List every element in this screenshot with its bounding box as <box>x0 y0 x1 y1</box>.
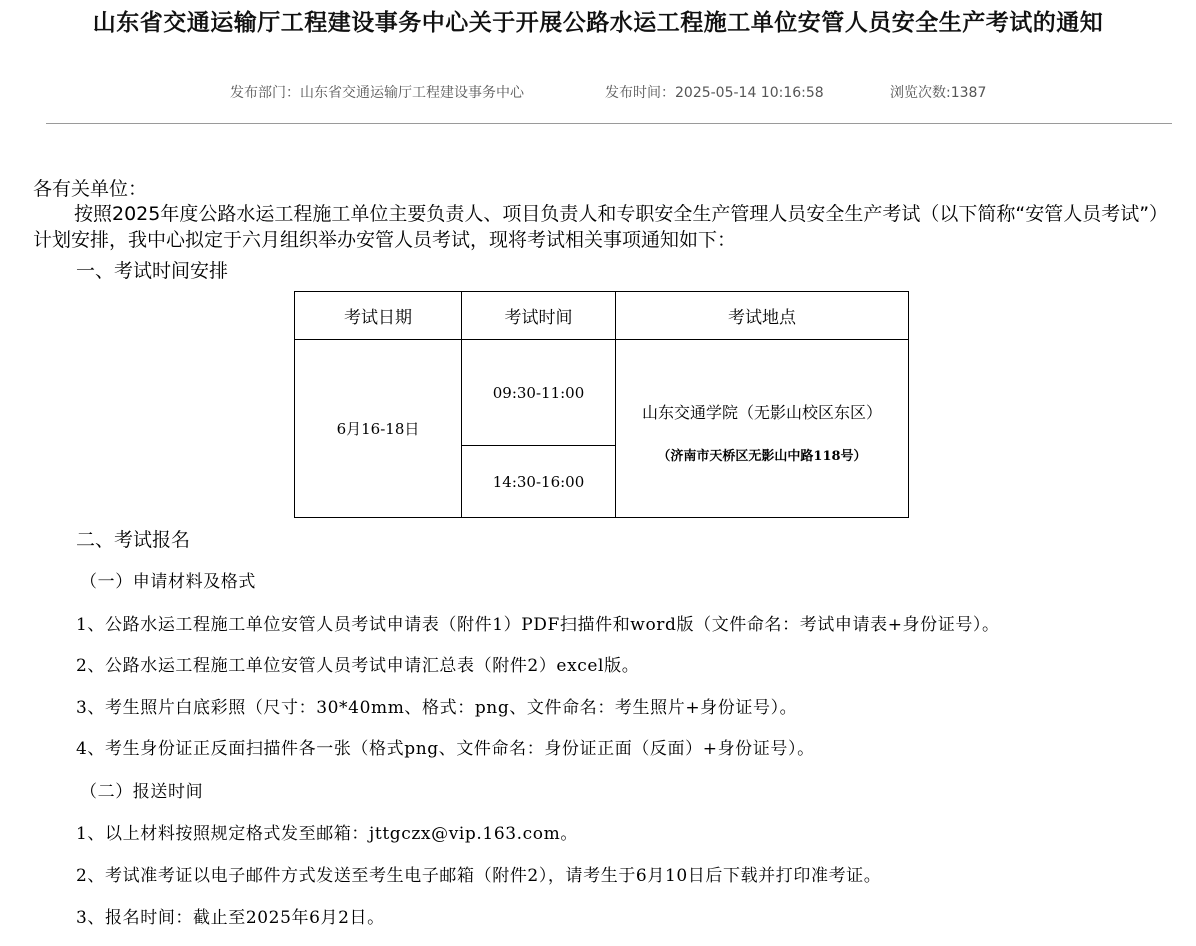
header-divider <box>46 123 1172 124</box>
intro-paragraph: 按照2025年度公路水运工程施工单位主要负责人、项目负责人和专职安全生产管理人员安全生产考试（以下简称“安管人员考试”）计划安排，我中心拟定于六月组织举办安管人员考试，现将考试相关事项通知如下： <box>33 203 1169 251</box>
header-exam-time: 考试时间 <box>462 292 616 340</box>
header-exam-location: 考试地点 <box>616 292 909 340</box>
subsection-submission-heading: （二）报送时间 <box>80 782 204 802</box>
view-count: 浏览次数:1387 <box>890 85 987 101</box>
subsection-materials-heading: （一）申请材料及格式 <box>80 572 256 592</box>
location-address: （济南市天桥区无影山中路118号） <box>657 448 867 464</box>
location-name: 山东交通学院（无影山校区东区） <box>641 402 882 422</box>
publish-department: 发布部门：山东省交通运输厅工程建设事务中心 <box>230 85 524 101</box>
table-header-row <box>295 292 909 340</box>
header-exam-date: 考试日期 <box>295 292 462 340</box>
list-item: 1、以上材料按照规定格式发至邮箱：jttgczx@vip.163.com。 <box>76 824 578 844</box>
exam-schedule-table <box>294 291 909 518</box>
table-row <box>295 340 909 446</box>
salutation: 各有关单位： <box>33 178 148 200</box>
section-heading-schedule: 一、考试时间安排 <box>76 260 229 282</box>
exam-date-cell: 6月16-18日 <box>295 340 462 518</box>
list-item: 4、考生身份证正反面扫描件各一张（格式png、文件命名：身份证正面（反面）+身份证号）。 <box>76 739 815 759</box>
list-item: 3、考生照片白底彩照（尺寸：30*40mm、格式：png、文件命名：考生照片+身份证号）。 <box>76 698 798 718</box>
page-title: 山东省交通运输厅工程建设事务中心关于开展公路水运工程施工单位安管人员安全生产考试的通知 <box>92 10 1104 36</box>
list-item: 2、考试准考证以电子邮件方式发送至考生电子邮箱（附件2），请考生于6月10日后下载并打印准考证。 <box>76 866 882 886</box>
section-heading-registration: 二、考试报名 <box>76 529 191 551</box>
list-item: 3、报名时间：截止至2025年6月2日。 <box>76 908 385 928</box>
list-item: 1、公路水运工程施工单位安管人员考试申请表（附件1）PDF扫描件和word版（文件命名：考试申请表+身份证号）。 <box>76 615 1000 635</box>
exam-time-afternoon: 14:30-16:00 <box>462 446 616 518</box>
exam-time-morning: 09:30-11:00 <box>462 340 616 446</box>
exam-location-cell <box>616 340 909 518</box>
list-item: 2、公路水运工程施工单位安管人员考试申请汇总表（附件2）excel版。 <box>76 656 640 676</box>
publish-time: 发布时间：2025-05-14 10:16:58 <box>605 85 824 101</box>
